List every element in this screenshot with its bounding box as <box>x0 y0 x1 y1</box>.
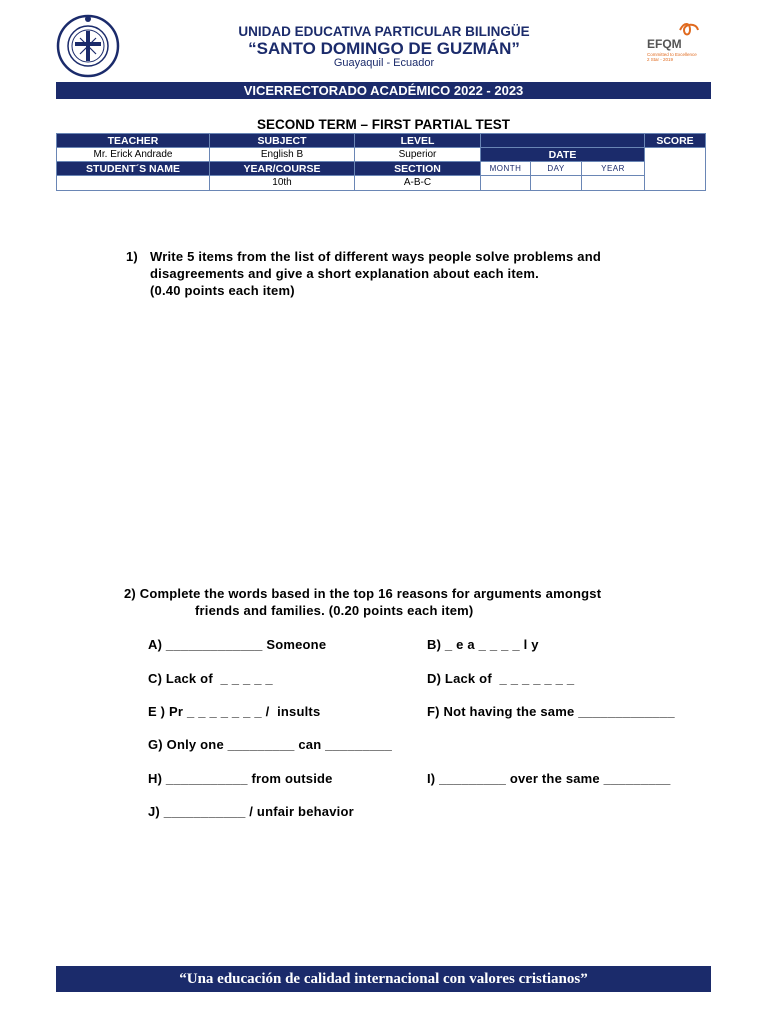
question-2-line1: 2) Complete the words based in the top 16 reasons for arguments amongst <box>124 586 602 601</box>
subject-value: English B <box>210 148 355 162</box>
item-d: D) Lack of _ _ _ _ _ _ _ <box>427 671 575 686</box>
item-i: I) _________ over the same _________ <box>427 771 671 786</box>
term-title: SECOND TERM – FIRST PARTIAL TEST <box>256 117 510 132</box>
item-f: F) Not having the same _____________ <box>427 704 675 719</box>
year-course-header: YEAR/COURSE <box>210 162 355 176</box>
item-h: H) ___________ from outside <box>148 771 333 786</box>
school-name-line1: UNIDAD EDUCATIVA PARTICULAR BILINGÜE <box>238 24 530 39</box>
school-location: Guayaquil - Ecuador <box>333 57 435 69</box>
student-name-header: STUDENT´S NAME <box>57 162 210 176</box>
date-header: DATE <box>481 148 645 162</box>
level-value: Superior <box>355 148 481 162</box>
day-header: DAY <box>531 162 582 176</box>
subject-header: SUBJECT <box>210 134 355 148</box>
teacher-header: TEACHER <box>57 134 210 148</box>
item-c: C) Lack of _ _ _ _ _ <box>148 671 273 686</box>
info-table <box>56 133 706 191</box>
question-1-line2: disagreements and give a short explanation about each item. <box>150 266 539 281</box>
footer-motto: “Una educación de calidad internacional con valores cristianos” <box>56 966 711 992</box>
efqm-logo-text: EFQM <box>647 37 682 51</box>
question-1-line3: (0.40 points each item) <box>150 283 295 298</box>
level-header: LEVEL <box>355 134 481 148</box>
blank-header <box>481 134 645 148</box>
efqm-logo-subtext <box>647 52 717 62</box>
month-header: MONTH <box>481 162 531 176</box>
item-a: A) _____________ Someone <box>148 637 327 652</box>
month-field[interactable] <box>481 176 531 191</box>
year-header: YEAR <box>582 162 645 176</box>
section-header: SECTION <box>355 162 481 176</box>
student-name-field[interactable] <box>57 176 210 191</box>
item-j: J) ___________ / unfair behavior <box>148 804 354 819</box>
year-course-value: 10th <box>210 176 355 191</box>
score-field[interactable] <box>645 148 706 191</box>
teacher-value: Mr. Erick Andrade <box>57 148 210 162</box>
question-1-number: 1) <box>126 249 138 264</box>
year-field[interactable] <box>582 176 645 191</box>
school-name-line2: “SANTO DOMINGO DE GUZMÁN” <box>248 39 520 58</box>
item-g: G) Only one _________ can _________ <box>148 737 393 752</box>
day-field[interactable] <box>531 176 582 191</box>
item-e: E ) Pr _ _ _ _ _ _ _ / insults <box>148 704 321 719</box>
efqm-sub1: Committed to Excellence <box>647 52 697 57</box>
question-1-line1: Write 5 items from the list of different ways people solve problems and <box>150 249 602 264</box>
score-header: SCORE <box>645 134 706 148</box>
question-2-line2: friends and families. (0.20 points each item) <box>195 603 474 618</box>
item-b: B) _ e a _ _ _ _ l y <box>427 637 539 652</box>
section-value: A-B-C <box>355 176 481 191</box>
academic-vice-bar: VICERRECTORADO ACADÉMICO 2022 - 2023 <box>56 82 711 99</box>
efqm-sub2: 2 Star - 2019 <box>647 57 674 62</box>
